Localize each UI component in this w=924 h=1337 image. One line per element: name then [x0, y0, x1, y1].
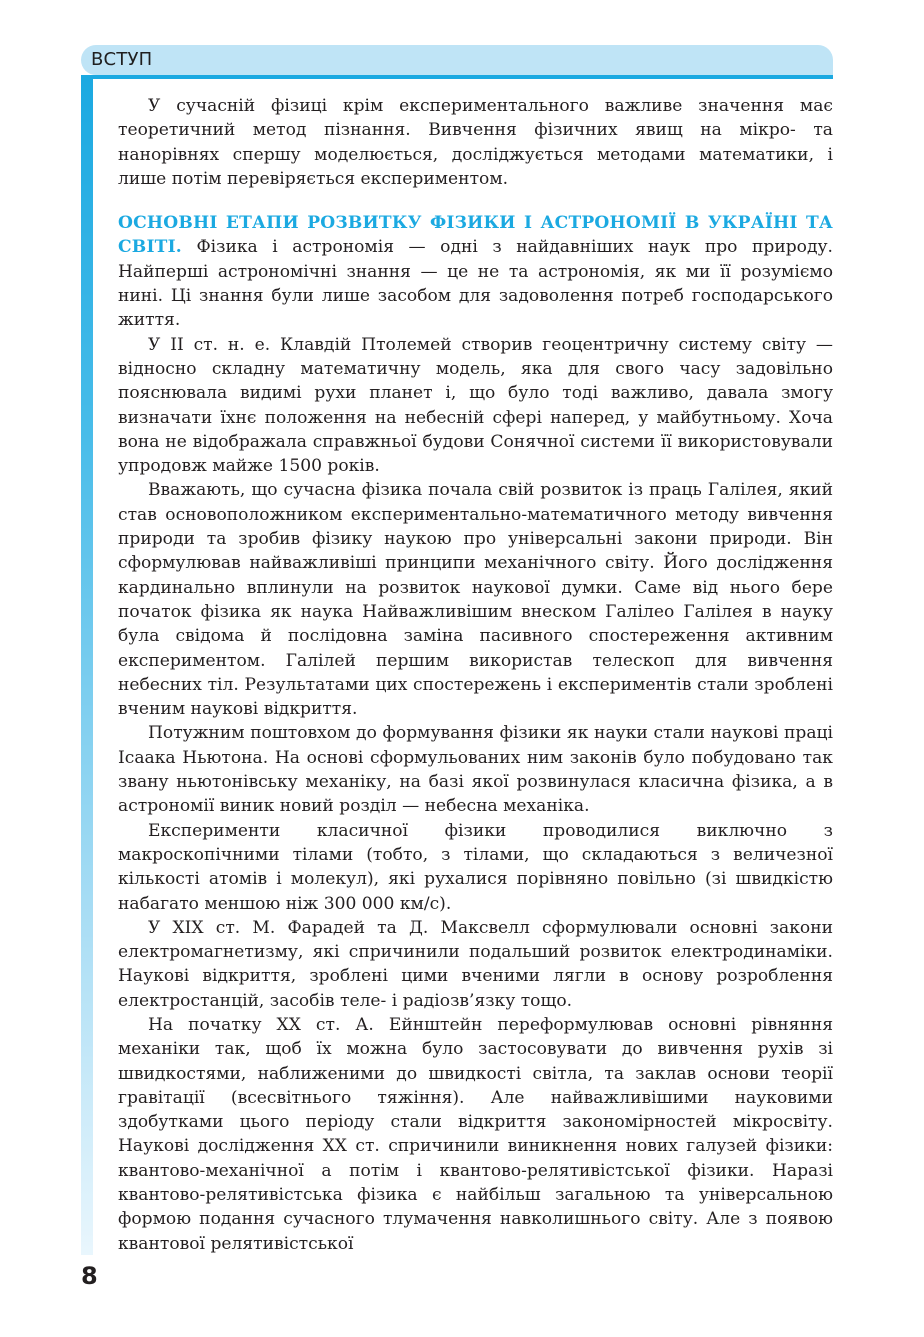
heading-followup-text: Фізика і астрономія — одні з найдавніших наук про природу. Найперші астрономічні знання — це не та астрономія, як ми її розуміємо нині. Ці знання були лише засобом для задоволення потреб господарського життя. — [118, 237, 833, 331]
intro-paragraph: У сучасній фізиці крім експериментального важливе значення має теоретичний метод пізнання. Вивчення фізичних явищ на мікро- та нанорівнях спершу моделюється, досліджується методами математики, і лише потім перевіряється експериментом. — [118, 96, 833, 189]
section-header-tab — [81, 45, 833, 75]
page-body — [118, 94, 833, 1256]
side-accent-bar — [81, 79, 93, 1255]
body-paragraph: Експерименти класичної фізики проводилися виключно з макроскопічними тілами (тобто, з тілами, що складаються з величезної кількості атомів і молекул), які рухалися порівняно повільно (зі швидкістю набагато меншою ніж 300 000 км/с). — [118, 820, 833, 914]
section-heading: ОСНОВНІ ЕТАПИ РОЗВИТКУ ФІЗИКИ І АСТРОНОМІЇ В УКРАЇНІ ТА СВІТІ. — [118, 213, 833, 258]
body-paragraph: На початку XX ст. А. Ейнштейн переформулював основні рівняння механіки так, щоб їх можна було застосовувати до вивчення рухів зі швидкостями, наближеними до швидкості світла, та заклав основи теорії гравітації (всесвітнього тяжіння). Але найважливішими науковими здобутками цього періоду стали відкриття закономірностей мікросвіту. Наукові дослідження XX ст. спричинили виникнення нових галузей фізики: квантово-механічної а потім і квантово-релятивістської фізики. Наразі квантово-релятивістська фізика є найбільш загальною та універсальною формою подання сучасного тлумачення навколишнього світу. Але з появою квантової релятивістської — [118, 1014, 833, 1254]
body-paragraph: Потужним поштовхом до формування фізики як науки стали наукові праці Ісаака Ньютона. На основі сформульованих ним законів було побудовано так звану ньютонівську механіку, на базі якої розвинулася класична фізика, а в астрономії виник новий розділ — небесна механіка. — [118, 723, 833, 817]
body-paragraph: У XIX ст. М. Фарадей та Д. Максвелл сформулювали основні закони електромагнетизму, які спричинили подальший розвиток електродинаміки. Наукові відкриття, зроблені цими вченими лягли в основу розроблення електростанцій, засобів теле- і радіозв’язку тощо. — [118, 917, 833, 1011]
heading-paragraph — [118, 211, 833, 332]
page-number: 8 — [81, 1262, 98, 1290]
body-paragraph: Вважають, що сучасна фізика почала свій розвиток із праць Галілея, який став основоположником експериментально-математичного методу вивчення природи та зробив фізику наукою про універсальні закони природи. Він сформулював найважливіші принципи механічного світу. Його дослідження кардинально вплинули на розвиток наукової думки. Саме від нього бере початок фізика як наука Найважливішим внеском Галілео Галілея в науку була свідома й послідовна заміна пасивного спостереження активним експериментом. Галілей першим використав телескоп для вивчення небесних тіл. Результатами цих спостережень і експериментів стали зроблені вченим наукові відкриття. — [118, 480, 833, 720]
section-header-underline — [81, 75, 833, 79]
body-paragraph: У II ст. н. е. Клавдій Птолемей створив геоцентричну систему світу — відносно складну математичну модель, яка для свого часу задовільно пояснювала видимі рухи планет і, що було тоді важливо, давала змогу визначати їхнє положення на небесній сфері наперед, у майбутньому. Хоча вона не відображала справжньої будови Сонячної системи її використовували упродовж майже 1500 років. — [118, 334, 833, 477]
section-label: ВСТУП — [91, 49, 153, 70]
